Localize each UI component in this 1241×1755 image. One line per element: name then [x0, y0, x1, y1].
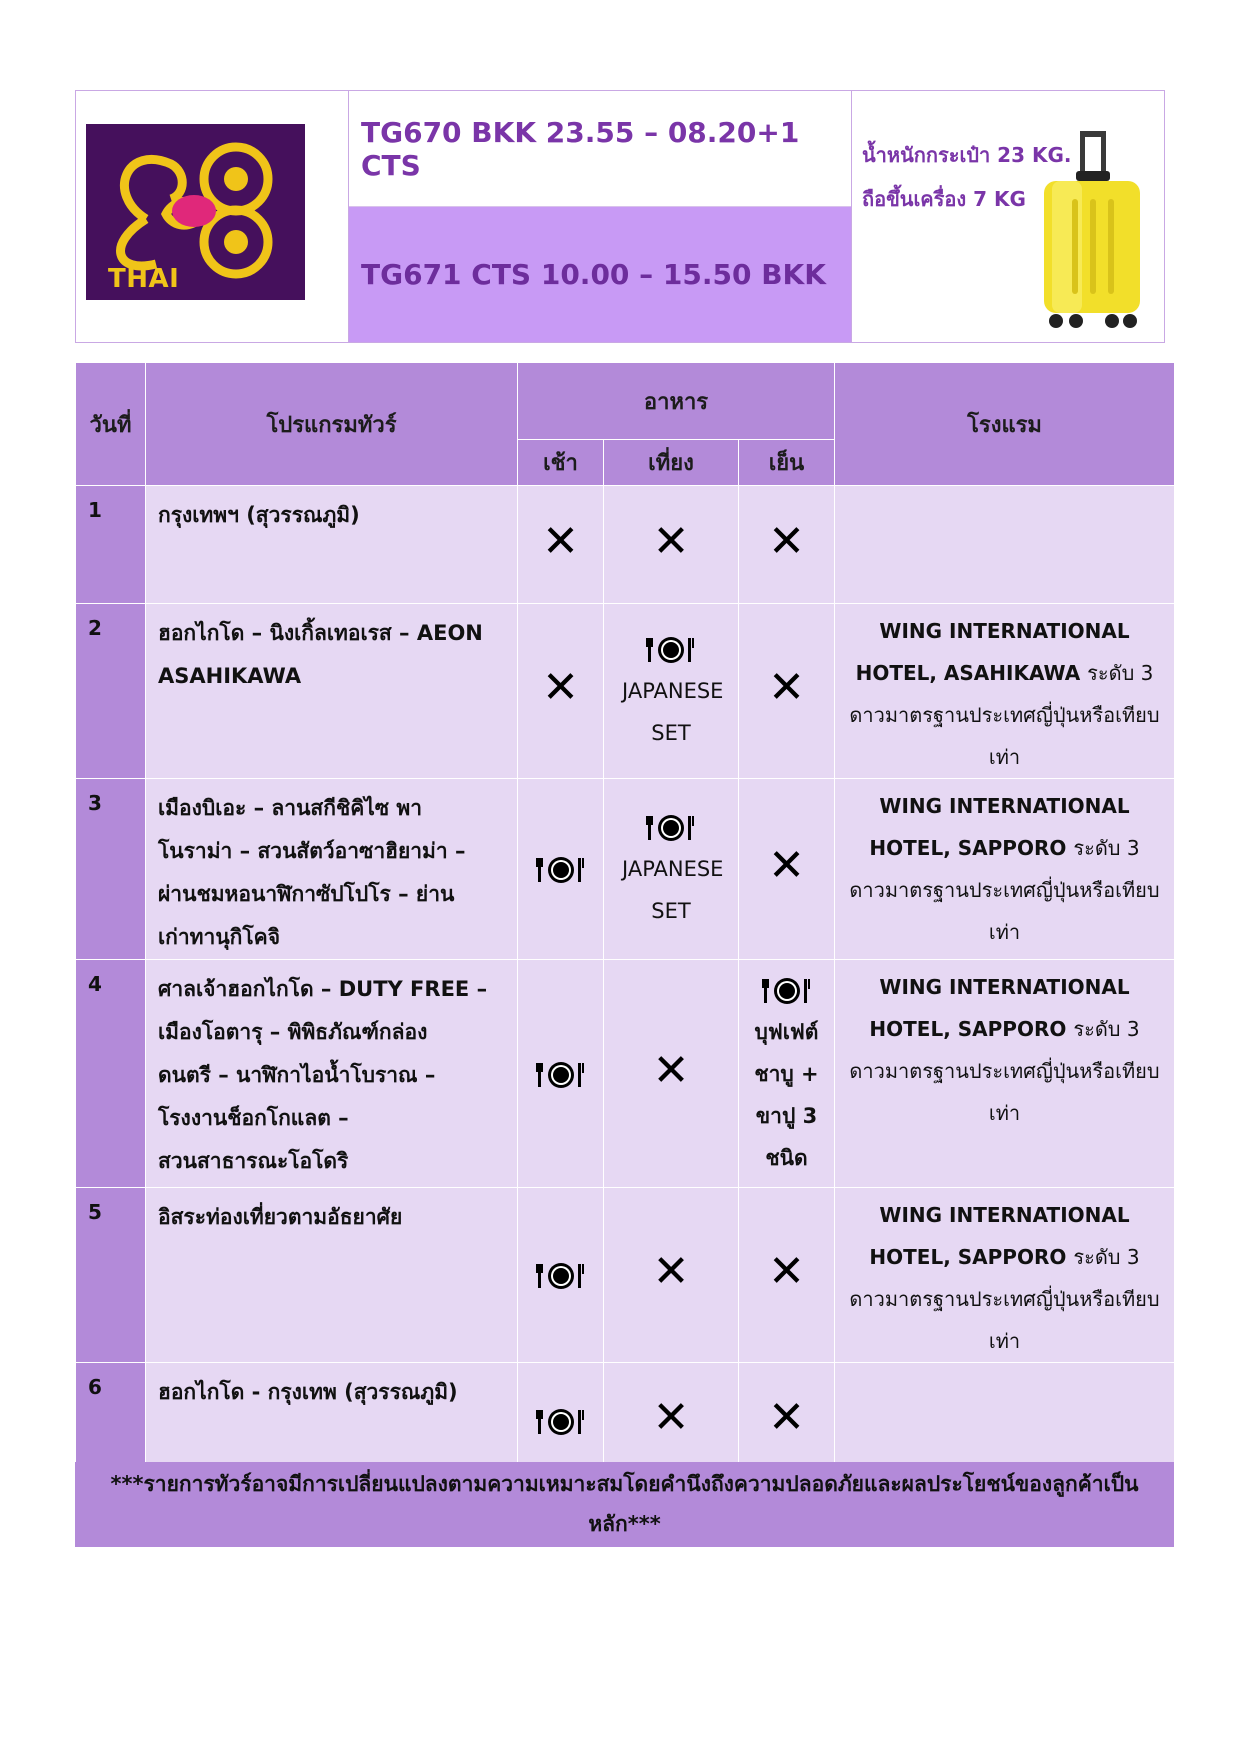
program-cell: [146, 1188, 518, 1363]
plate-fork-knife-icon: [536, 1261, 586, 1291]
program-line: ดนตรี – นาฬิกาไอน้ำโบราณ –: [158, 1063, 436, 1087]
day-number: 2: [76, 604, 146, 779]
day-number: 5: [76, 1188, 146, 1363]
meal-label: JAPANESE SET: [622, 679, 724, 745]
hotel-description: ระดับ 3 ดาวมาตรฐานประเทศญี่ปุ่นหรือเทียบเท่า: [849, 836, 1160, 944]
dinner-cell: [739, 1188, 835, 1363]
meal-label: บุฟเฟต์ชาบู + ขาปู 3 ชนิด: [754, 1019, 819, 1170]
x-mark-icon: ✕: [768, 840, 805, 891]
day-number: 6: [76, 1363, 146, 1480]
carry-on-baggage: ถือขึ้นเครื่อง 7 KG: [862, 187, 1026, 211]
itinerary-rows: [76, 486, 1175, 1480]
hotel-cell: [835, 604, 1175, 779]
breakfast-cell: [518, 779, 604, 960]
table-row: [76, 604, 1175, 779]
lunch-cell: [604, 960, 739, 1188]
hotel-description: ระดับ 3 ดาวมาตรฐานประเทศญี่ปุ่นหรือเทียบเท่า: [849, 661, 1160, 769]
logo-text: THAI: [108, 264, 180, 294]
hotel-name: WING INTERNATIONAL HOTEL, ASAHIKAWA: [855, 619, 1130, 685]
program-line: เมืองโอตารุ – พิพิธภัณฑ์กล่อง: [158, 1020, 428, 1044]
program-line: ผ่านชมหอนาฬิกาซัปโปโร – ย่าน: [158, 882, 455, 906]
x-mark-icon: ✕: [542, 662, 579, 713]
program-line: กรุงเทพฯ (สุวรรณภูมิ): [158, 503, 360, 527]
hotel-cell: [835, 960, 1175, 1188]
header-hotel: โรงแรม: [835, 363, 1175, 486]
lunch-cell: [604, 604, 739, 779]
breakfast-cell: [518, 604, 604, 779]
suitcase-icon: [1042, 131, 1142, 331]
plate-fork-knife-icon: [536, 1407, 586, 1437]
meal-label: JAPANESE SET: [622, 857, 724, 923]
dinner-cell: [739, 604, 835, 779]
program-line: ฮอกไกโด – นิงเกิ้ลเทอเรส – AEON: [158, 621, 483, 645]
header-day: วันที่: [76, 363, 146, 486]
hotel-description: ระดับ 3 ดาวมาตรฐานประเทศญี่ปุ่นหรือเทียบเท่า: [849, 1245, 1160, 1353]
x-mark-icon: ✕: [652, 515, 690, 567]
x-mark-icon: ✕: [768, 662, 805, 713]
dinner-cell: [739, 779, 835, 960]
program-line: เก่าทานุกิโคจิ: [158, 925, 281, 949]
hotel-name: WING INTERNATIONAL HOTEL, SAPPORO: [869, 794, 1130, 860]
lunch-cell: [604, 486, 739, 604]
day-number: 1: [76, 486, 146, 604]
thai-airways-logo: [86, 124, 305, 300]
hotel-cell: [835, 486, 1175, 604]
plate-fork-knife-icon: [646, 635, 696, 665]
breakfast-cell: [518, 960, 604, 1188]
hotel-cell: [835, 779, 1175, 960]
day-number: 3: [76, 779, 146, 960]
program-line: ฮอกไกโด - กรุงเทพ (สุวรรณภูมิ): [158, 1380, 458, 1404]
program-cell: [146, 486, 518, 604]
program-line: โรงงานช็อกโกแลต –: [158, 1106, 349, 1130]
program-line: สวนสาธารณะโอโดริ: [158, 1149, 349, 1173]
program-line: ASAHIKAWA: [158, 664, 302, 688]
dinner-cell: [739, 486, 835, 604]
program-cell: [146, 604, 518, 779]
table-row: [76, 1188, 1175, 1363]
footer-note: ***รายการทัวร์อาจมีการเปลี่ยนแปลงตามความเหมาะสมโดยคำนึงถึงความปลอดภัยและผลประโยชน์ของลูกค้าเป็นหลัก***: [75, 1462, 1174, 1547]
x-mark-icon: ✕: [652, 1246, 690, 1297]
day-number: 4: [76, 960, 146, 1188]
header-program: โปรแกรมทัวร์: [146, 363, 518, 486]
table-row: [76, 486, 1175, 604]
x-mark-icon: ✕: [652, 1392, 690, 1443]
logo-cell: [76, 91, 349, 342]
program-line: อิสระท่องเที่ยวตามอัธยาศัย: [158, 1205, 403, 1229]
hotel-name: WING INTERNATIONAL HOTEL, SAPPORO: [869, 975, 1130, 1041]
outbound-flight: TG670 BKK 23.55 – 08.20+1 CTS: [349, 91, 851, 207]
hotel-cell: [835, 1188, 1175, 1363]
x-mark-icon: ✕: [768, 1392, 805, 1443]
x-mark-icon: ✕: [768, 515, 805, 567]
program-cell: [146, 960, 518, 1188]
header-breakfast: เช้า: [518, 440, 604, 486]
itinerary-table: [75, 362, 1175, 1480]
table-row: [76, 960, 1175, 1188]
breakfast-cell: [518, 1188, 604, 1363]
program-line: ศาลเจ้าฮอกไกโด – DUTY FREE –: [158, 977, 488, 1001]
baggage-info: [852, 91, 1164, 342]
flight-header: [75, 90, 1165, 343]
return-flight: TG671 CTS 10.00 – 15.50 BKK: [349, 207, 851, 342]
dinner-cell: [739, 960, 835, 1188]
x-mark-icon: ✕: [542, 515, 579, 567]
flight-times: [349, 91, 852, 342]
header-lunch: เที่ยง: [604, 440, 739, 486]
checked-baggage: น้ำหนักกระเป๋า 23 KG.: [862, 143, 1072, 167]
plate-fork-knife-icon: [646, 813, 696, 843]
plate-fork-knife-icon: [536, 1060, 586, 1090]
table-row: [76, 779, 1175, 960]
lunch-cell: [604, 1188, 739, 1363]
program-line: เมืองบิเอะ – ลานสกีชิคิไซ พา: [158, 796, 423, 820]
lunch-cell: [604, 779, 739, 960]
hotel-description: ระดับ 3 ดาวมาตรฐานประเทศญี่ปุ่นหรือเทียบเท่า: [849, 1017, 1160, 1125]
x-mark-icon: ✕: [652, 1044, 690, 1096]
program-line: โนราม่า – สวนสัตว์อาซาฮิยาม่า –: [158, 839, 466, 863]
plate-fork-knife-icon: [762, 976, 812, 1006]
x-mark-icon: ✕: [768, 1246, 805, 1297]
plate-fork-knife-icon: [536, 855, 586, 885]
header-meals: อาหาร: [518, 363, 835, 440]
header-dinner: เย็น: [739, 440, 835, 486]
hotel-name: WING INTERNATIONAL HOTEL, SAPPORO: [869, 1203, 1130, 1269]
breakfast-cell: [518, 486, 604, 604]
program-cell: [146, 779, 518, 960]
